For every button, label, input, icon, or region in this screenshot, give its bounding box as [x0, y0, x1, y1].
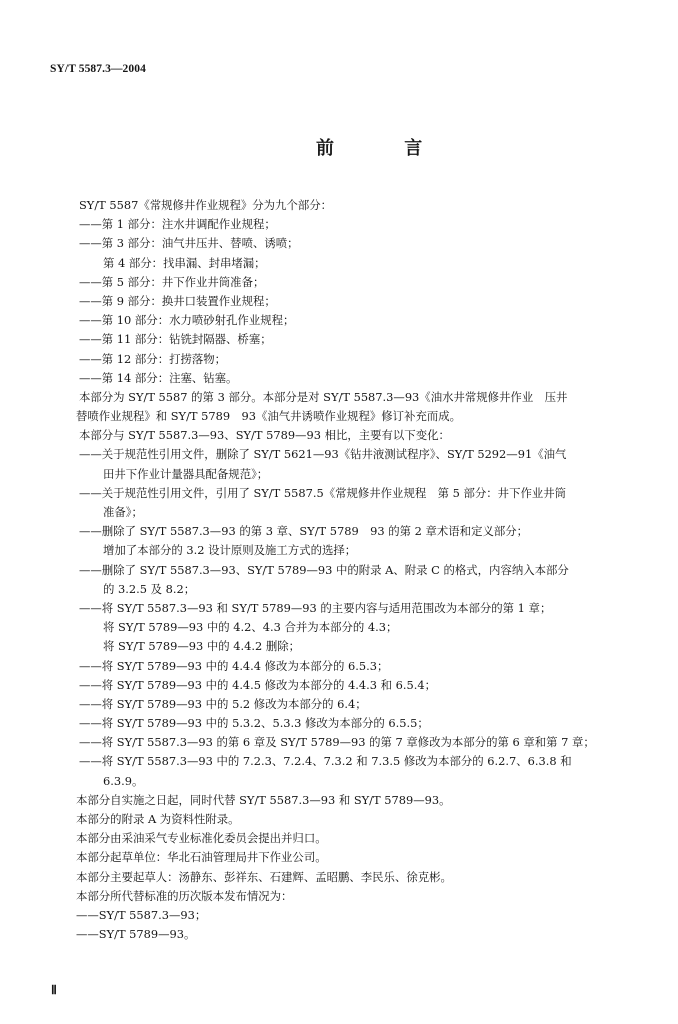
- text-line: ——第 10 部分：水力喷砂射孔作业规程；: [79, 313, 295, 328]
- text-line: 田井下作业计量器具配备规范》；: [103, 466, 269, 481]
- text-line: ——SY/T 5587.3—93；: [76, 907, 207, 922]
- text-line: 本部分主要起草人：汤静东、彭祥东、石建辉、孟昭鹏、李民乐、徐克彬。: [76, 869, 452, 884]
- text-line: ——第 11 部分：钻铣封隔器、桥塞；: [79, 332, 272, 347]
- text-line: 本部分由采油采气专业标准化委员会提出并归口。: [76, 831, 327, 846]
- text-line: ——将 SY/T 5587.3—93 中的 7.2.3、7.2.4、7.3.2 和 7.3.5 修改为本部分的 6.2.7、6.3.8 和: [79, 754, 572, 769]
- text-line: 本部分与 SY/T 5587.3—93、SY/T 5789—93 相比，主要有以下变化：: [79, 428, 450, 443]
- text-line: ——关于规范性引用文件，删除了 SY/T 5621—93《钻井液测试程序》、SY/T 5292—91《油气: [79, 447, 567, 462]
- text-line: ——将 SY/T 5789—93 中的 5.2 修改为本部分的 6.4；: [79, 696, 367, 711]
- text-line: 本部分所代替标准的历次版本发布情况为：: [76, 888, 293, 903]
- text-line: 将 SY/T 5789—93 中的 4.2、4.3 合并为本部分的 4.3；: [103, 620, 398, 635]
- text-line: ——关于规范性引用文件，引用了 SY/T 5587.5《常规修井作业规程 第 5 部分：井下作业井筒: [79, 485, 567, 500]
- text-line: 6.3.9。: [103, 773, 144, 788]
- standard-header: SY/T 5587.3—2004: [50, 63, 146, 75]
- document-body: [76, 196, 651, 944]
- text-line: ——将 SY/T 5587.3—93 和 SY/T 5789—93 的主要内容与适用范围改为本部分的第 1 章；: [79, 600, 552, 615]
- text-line: ——第 14 部分：注塞、钻塞。: [79, 370, 238, 385]
- page-number: Ⅱ: [51, 983, 57, 997]
- text-line: 本部分自实施之日起，同时代替 SY/T 5587.3—93 和 SY/T 5789—93。: [76, 792, 451, 807]
- text-line: SY/T 5587《常规修井作业规程》分为九个部分：: [79, 198, 333, 212]
- text-line: 准备》；: [103, 505, 143, 519]
- text-line: 将 SY/T 5789—93 中的 4.4.2 删除；: [103, 639, 301, 654]
- text-line: ——第 12 部分：打捞落物；: [79, 351, 227, 366]
- text-line: 本部分起草单位：华北石油管理局井下作业公司。: [76, 850, 327, 865]
- text-line: ——删除了 SY/T 5587.3—93 的第 3 章、SY/T 5789 93 的第 2 章术语和定义部分；: [79, 524, 529, 539]
- text-line: 的 3.2.5 及 8.2；: [103, 581, 196, 596]
- text-line: ——将 SY/T 5789—93 中的 4.4.5 修改为本部分的 4.4.3 和 6.5.4；: [79, 677, 437, 692]
- text-line: ——将 SY/T 5587.3—93 的第 6 章及 SY/T 5789—93 的第 7 章修改为本部分的第 6 章和第 7 章；: [79, 735, 595, 750]
- text-line: ——将 SY/T 5789—93 中的 5.3.2、5.3.3 修改为本部分的 6.5.5；: [79, 716, 429, 731]
- text-line: 增加了本部分的 3.2 设计原则及施工方式的选择；: [103, 543, 357, 558]
- text-line: ——删除了 SY/T 5587.3—93、SY/T 5789—93 中的附录 A、附录 C 的格式，内容纳入本部分: [79, 562, 569, 577]
- page-title: 前 言: [316, 138, 455, 159]
- text-line: ——第 5 部分：井下作业井筒准备；: [79, 274, 265, 289]
- text-line: 本部分的附录 A 为资料性附录。: [76, 812, 240, 826]
- text-line: 本部分为 SY/T 5587 的第 3 部分。本部分是对 SY/T 5587.3—93《油水井常规修井作业 压井: [79, 389, 568, 404]
- text-line: 第 4 部分：找串漏、封串堵漏；: [103, 255, 266, 270]
- text-line: ——第 9 部分：换井口装置作业规程；: [79, 293, 276, 308]
- text-line: ——第 1 部分：注水井调配作业规程；: [79, 217, 276, 232]
- text-line: ——SY/T 5789—93。: [76, 927, 196, 942]
- text-line: ——第 3 部分：油气井压井、替喷、诱喷；: [79, 236, 299, 251]
- text-line: 替喷作业规程》和 SY/T 5789 93《油气井诱喷作业规程》修订补充而成。: [76, 409, 462, 424]
- text-line: ——将 SY/T 5789—93 中的 4.4.4 修改为本部分的 6.5.3；: [79, 658, 389, 673]
